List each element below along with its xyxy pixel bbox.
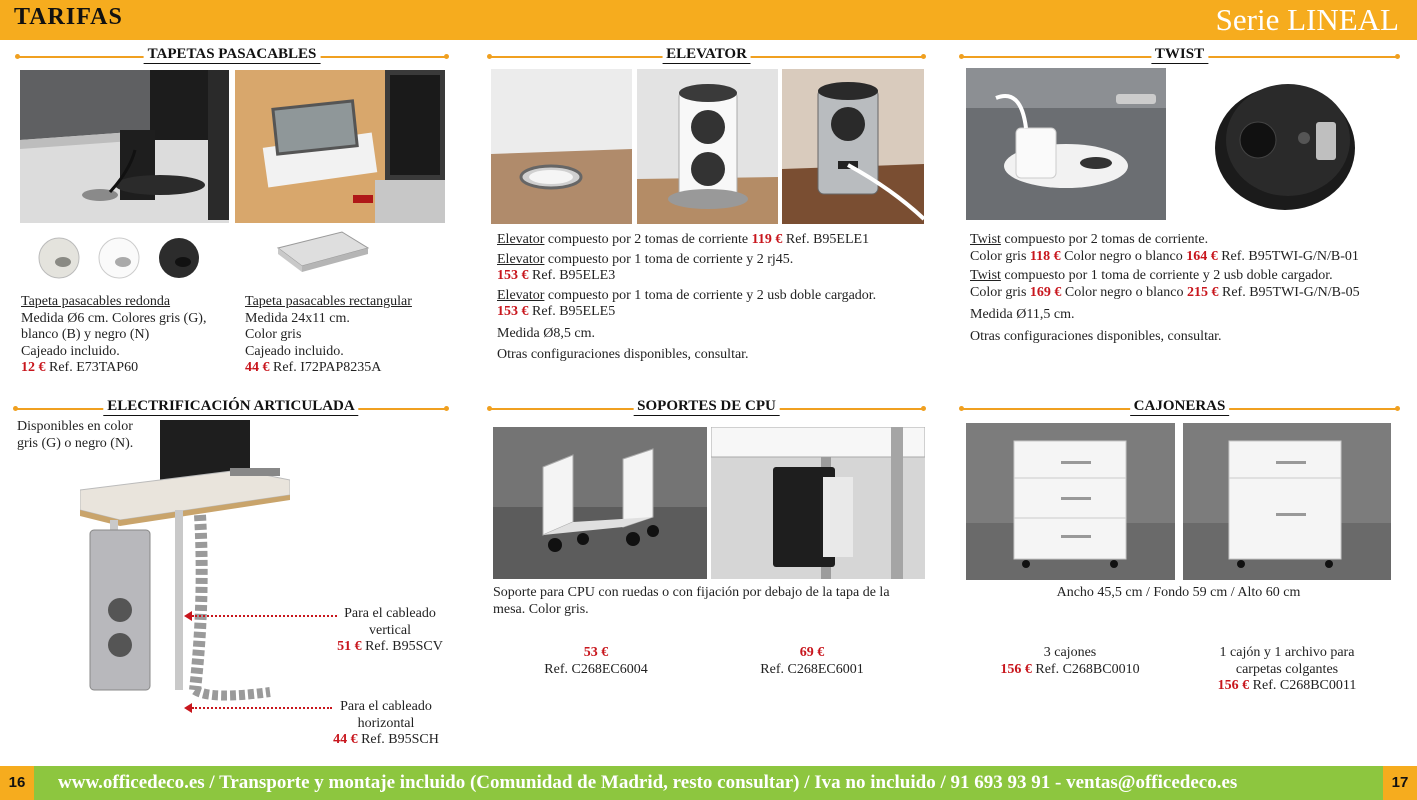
elevator-info: Elevator compuesto por 2 tomas de corriente 119 € Ref. B95ELE1 Elevator compuesto por 1 toma de corriente y 2 rj45. 153 € Ref. B95ELE3 Elevator compuesto por 1 toma de corriente y 2 usb doble cargador. 153 € Ref. B95ELE5 Medida Ø8,5 cm. Otras configuraciones disponibles, consultar. — [497, 232, 877, 362]
section-title-elevator: ELEVATOR — [490, 45, 923, 65]
section-title-soportes: SOPORTES DE CPU — [490, 397, 923, 417]
twist-desk-photo — [966, 68, 1166, 220]
elevator-closed-photo — [491, 69, 632, 224]
tapeta-rectangular-info: Tapeta pasacables rectangular Medida 24x11 cm. Color gris Cajeado incluido. 44 € Ref. I72PAP8235A — [245, 294, 412, 375]
electrificacion-availability: Disponibles en color gris (G) o negro (N). — [17, 419, 134, 451]
cajonera-3-cajones-price: 3 cajones 156 € Ref. C268BC0010 — [1000, 645, 1140, 677]
cajonera-archivo-photo — [1183, 423, 1391, 580]
page-number-left: 16 — [0, 766, 34, 800]
page-title: TARIFAS — [14, 4, 123, 30]
tapeta-rect-product-photo — [272, 228, 372, 273]
series-title: Serie LINEAL — [1215, 2, 1399, 37]
arrow-horizontal-head — [184, 703, 192, 713]
section-title-tapetas: TAPETAS PASACABLES — [18, 45, 446, 65]
tapeta-redonda-info: Tapeta pasacables redonda Medida Ø6 cm. Colores gris (G), blanco (B) y negro (N) Cajeado incluido. 12 € Ref. E73TAP60 — [21, 294, 207, 375]
tapeta-round-variants-photo — [34, 236, 209, 281]
twist-black-product-photo — [1208, 70, 1363, 215]
elevator-white-photo — [637, 69, 778, 224]
soportes-description: Soporte para CPU con ruedas o con fijación por debajo de la tapa de la mesa. Color gris. — [493, 585, 890, 617]
page-header — [0, 0, 1417, 40]
elevator-usb-photo — [782, 69, 924, 224]
price: 12 € — [21, 360, 46, 375]
footer-contact-text: www.officedeco.es / Transporte y montaje incluido (Comunidad de Madrid, resto consultar) / Iva no incluido / 91 693 93 91 - ventas@officedeco.es — [58, 772, 1238, 793]
page-footer — [0, 766, 1417, 800]
tapeta-rect-desk-photo — [235, 70, 445, 223]
section-title-cajoneras: CAJONERAS — [962, 397, 1397, 417]
cableado-horizontal-info: Para el cableado horizontal 44 € Ref. B95SCH — [333, 699, 439, 747]
cableado-vertical-info: Para el cableado vertical 51 € Ref. B95SCV — [337, 606, 443, 654]
twist-info: Twist compuesto por 2 tomas de corriente. Color gris 118 € Color negro o blanco 164 € Ref. B95TWI-G/N/B-01 Twist compuesto por 1 toma de corriente y 2 usb doble cargador. Color gris 169 € Color negro o blanco 215 € Ref. B95TWI-G/N/B-05 Medida Ø11,5 cm. Otras configuraciones disponibles, consultar. — [970, 232, 1360, 344]
price: 44 € — [245, 360, 270, 375]
soporte-ruedas-price: 53 € Ref. C268EC6004 — [544, 645, 648, 677]
electrificacion-desk-photo — [80, 420, 290, 710]
arrow-vertical-head — [184, 611, 192, 621]
cajonera-archivo-price: 1 cajón y 1 archivo para carpetas colgantes 156 € Ref. C268BC0011 — [1217, 645, 1357, 693]
cajonera-3-cajones-photo — [966, 423, 1175, 580]
cajoneras-dimensions: Ancho 45,5 cm / Fondo 59 cm / Alto 60 cm — [1056, 585, 1301, 600]
soporte-fijacion-photo — [711, 427, 925, 579]
page-number-right: 17 — [1383, 766, 1417, 800]
soporte-ruedas-photo — [493, 427, 707, 579]
soporte-fijacion-price: 69 € Ref. C268EC6001 — [760, 645, 864, 677]
section-title-electrificacion: ELECTRIFICACIÓN ARTICULADA — [16, 397, 446, 417]
section-title-twist: TWIST — [962, 45, 1397, 65]
tapeta-round-desk-photo — [20, 70, 229, 223]
